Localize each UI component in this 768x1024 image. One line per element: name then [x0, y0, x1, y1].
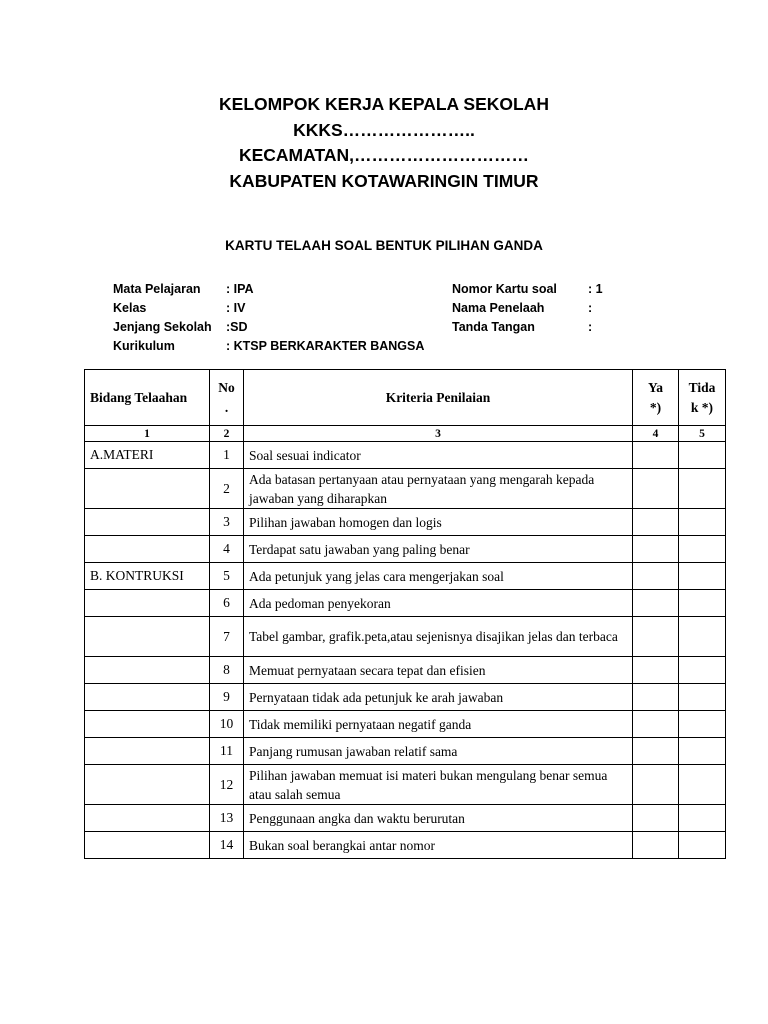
cell-bidang — [85, 509, 210, 536]
table-row — [85, 590, 726, 617]
table-row — [85, 711, 726, 738]
cell-ya-checkbox[interactable] — [633, 738, 679, 765]
table-row — [85, 442, 726, 469]
header-line-kabupaten: KABUPATEN KOTAWARINGIN TIMUR — [229, 170, 539, 191]
meta-label: Jenjang Sekolah — [113, 320, 212, 334]
cell-kriteria: Pilihan jawaban homogen dan logis — [244, 509, 633, 536]
header-ya-line1: Ya — [647, 379, 663, 395]
cell-kriteria: Panjang rumusan jawaban relatif sama — [244, 738, 633, 765]
cell-no: 5 — [210, 563, 244, 590]
cell-kriteria: Soal sesuai indicator — [244, 442, 633, 469]
cell-no: 10 — [210, 711, 244, 738]
table-row — [85, 832, 726, 859]
cell-ya-checkbox[interactable] — [633, 563, 679, 590]
meta-left-block — [113, 280, 424, 356]
meta-value: : — [588, 301, 593, 315]
cell-ya-checkbox[interactable] — [633, 684, 679, 711]
cell-ya-checkbox[interactable] — [633, 617, 679, 657]
cell-bidang — [85, 711, 210, 738]
column-number: 4 — [633, 426, 679, 442]
header-tidak-line2: k *) — [690, 399, 714, 415]
table-header-row — [85, 370, 726, 426]
meta-row-nama-penelaah — [452, 299, 603, 318]
cell-no: 14 — [210, 832, 244, 859]
header-ya-line2: *) — [649, 399, 662, 415]
header-line-kkks: KKKS………………….. — [293, 119, 475, 140]
cell-bidang — [85, 590, 210, 617]
cell-kriteria: Penggunaan angka dan waktu berurutan — [244, 805, 633, 832]
meta-value: : IPA — [226, 282, 254, 296]
header-kriteria: Kriteria Penilaian — [244, 370, 633, 426]
cell-tidak-checkbox[interactable] — [679, 509, 726, 536]
meta-value: : — [588, 320, 593, 334]
cell-ya-checkbox[interactable] — [633, 590, 679, 617]
cell-kriteria: Ada batasan pertanyaan atau pernyataan yang mengarah kepada jawaban yang diharapkan — [244, 469, 633, 509]
meta-label: Kelas — [113, 301, 147, 315]
cell-ya-checkbox[interactable] — [633, 711, 679, 738]
cell-no: 4 — [210, 536, 244, 563]
cell-tidak-checkbox[interactable] — [679, 536, 726, 563]
header-no — [210, 370, 244, 426]
header-tidak-line1: Tida — [688, 379, 716, 395]
review-table — [84, 369, 726, 859]
meta-label: Nama Penelaah — [452, 301, 545, 315]
cell-no: 11 — [210, 738, 244, 765]
card-title: KARTU TELAAH SOAL BENTUK PILIHAN GANDA — [225, 238, 543, 253]
table-row — [85, 805, 726, 832]
header-ya — [633, 370, 679, 426]
document-header — [0, 92, 768, 194]
cell-no: 3 — [210, 509, 244, 536]
header-line-group-name: KELOMPOK KERJA KEPALA SEKOLAH — [219, 94, 549, 114]
cell-tidak-checkbox[interactable] — [679, 684, 726, 711]
cell-kriteria: Tabel gambar, grafik.peta,atau sejenisnya disajikan jelas dan terbaca — [244, 617, 633, 657]
meta-label: Nomor Kartu soal — [452, 282, 557, 296]
table-row — [85, 684, 726, 711]
cell-bidang — [85, 738, 210, 765]
cell-bidang — [85, 684, 210, 711]
cell-bidang — [85, 805, 210, 832]
meta-row-jenjang-sekolah — [113, 318, 424, 337]
meta-value: : IV — [226, 301, 246, 315]
header-line-kecamatan: KECAMATAN,………………………… — [238, 145, 530, 165]
cell-tidak-checkbox[interactable] — [679, 469, 726, 509]
table-row — [85, 469, 726, 509]
column-number: 3 — [244, 426, 633, 442]
meta-value: : 1 — [588, 282, 603, 296]
cell-bidang: A.MATERI — [85, 442, 210, 469]
meta-label: Tanda Tangan — [452, 320, 535, 334]
cell-no: 9 — [210, 684, 244, 711]
cell-ya-checkbox[interactable] — [633, 657, 679, 684]
cell-kriteria: Tidak memiliki pernyataan negatif ganda — [244, 711, 633, 738]
header-no-line2: . — [224, 399, 229, 415]
cell-ya-checkbox[interactable] — [633, 765, 679, 805]
cell-no: 2 — [210, 469, 244, 509]
cell-tidak-checkbox[interactable] — [679, 617, 726, 657]
cell-tidak-checkbox[interactable] — [679, 442, 726, 469]
cell-no: 12 — [210, 765, 244, 805]
table-row — [85, 738, 726, 765]
cell-bidang — [85, 469, 210, 509]
column-number: 1 — [85, 426, 210, 442]
cell-bidang — [85, 617, 210, 657]
meta-label: Mata Pelajaran — [113, 282, 201, 296]
cell-no: 1 — [210, 442, 244, 469]
table-body — [85, 442, 726, 859]
cell-tidak-checkbox[interactable] — [679, 738, 726, 765]
meta-row-mata-pelajaran — [113, 280, 424, 299]
cell-bidang — [85, 536, 210, 563]
header-no-line1: No — [218, 379, 235, 395]
meta-row-nomor-kartu — [452, 280, 603, 299]
column-number: 2 — [210, 426, 244, 442]
meta-row-tanda-tangan — [452, 318, 603, 337]
meta-value: : KTSP BERKARAKTER BANGSA — [226, 339, 425, 353]
meta-label: Kurikulum — [113, 339, 175, 353]
cell-kriteria: Bukan soal berangkai antar nomor — [244, 832, 633, 859]
cell-no: 7 — [210, 617, 244, 657]
cell-bidang: B. KONTRUKSI — [85, 563, 210, 590]
cell-bidang — [85, 832, 210, 859]
cell-ya-checkbox[interactable] — [633, 442, 679, 469]
meta-right-block — [452, 280, 603, 337]
cell-no: 8 — [210, 657, 244, 684]
cell-no: 6 — [210, 590, 244, 617]
table-row — [85, 765, 726, 805]
cell-no: 13 — [210, 805, 244, 832]
cell-kriteria: Memuat pernyataan secara tepat dan efisien — [244, 657, 633, 684]
cell-tidak-checkbox[interactable] — [679, 711, 726, 738]
cell-tidak-checkbox[interactable] — [679, 805, 726, 832]
cell-tidak-checkbox[interactable] — [679, 832, 726, 859]
cell-ya-checkbox[interactable] — [633, 805, 679, 832]
cell-ya-checkbox[interactable] — [633, 536, 679, 563]
table-row — [85, 617, 726, 657]
cell-bidang — [85, 765, 210, 805]
cell-tidak-checkbox[interactable] — [679, 563, 726, 590]
meta-value: :SD — [226, 320, 248, 334]
header-tidak — [679, 370, 726, 426]
cell-kriteria: Terdapat satu jawaban yang paling benar — [244, 536, 633, 563]
cell-kriteria: Pilihan jawaban memuat isi materi bukan mengulang benar semua atau salah semua — [244, 765, 633, 805]
cell-tidak-checkbox[interactable] — [679, 590, 726, 617]
table-row — [85, 536, 726, 563]
cell-kriteria: Ada pedoman penyekoran — [244, 590, 633, 617]
column-number-row — [85, 426, 726, 442]
cell-tidak-checkbox[interactable] — [679, 765, 726, 805]
meta-row-kurikulum — [113, 337, 424, 356]
header-bidang: Bidang Telaahan — [85, 370, 210, 426]
cell-ya-checkbox[interactable] — [633, 469, 679, 509]
cell-ya-checkbox[interactable] — [633, 832, 679, 859]
cell-tidak-checkbox[interactable] — [679, 657, 726, 684]
table-row — [85, 563, 726, 590]
table-row — [85, 657, 726, 684]
cell-kriteria: Ada petunjuk yang jelas cara mengerjakan soal — [244, 563, 633, 590]
column-number: 5 — [679, 426, 726, 442]
meta-row-kelas — [113, 299, 424, 318]
table-row — [85, 509, 726, 536]
cell-bidang — [85, 657, 210, 684]
cell-ya-checkbox[interactable] — [633, 509, 679, 536]
cell-kriteria: Pernyataan tidak ada petunjuk ke arah jawaban — [244, 684, 633, 711]
